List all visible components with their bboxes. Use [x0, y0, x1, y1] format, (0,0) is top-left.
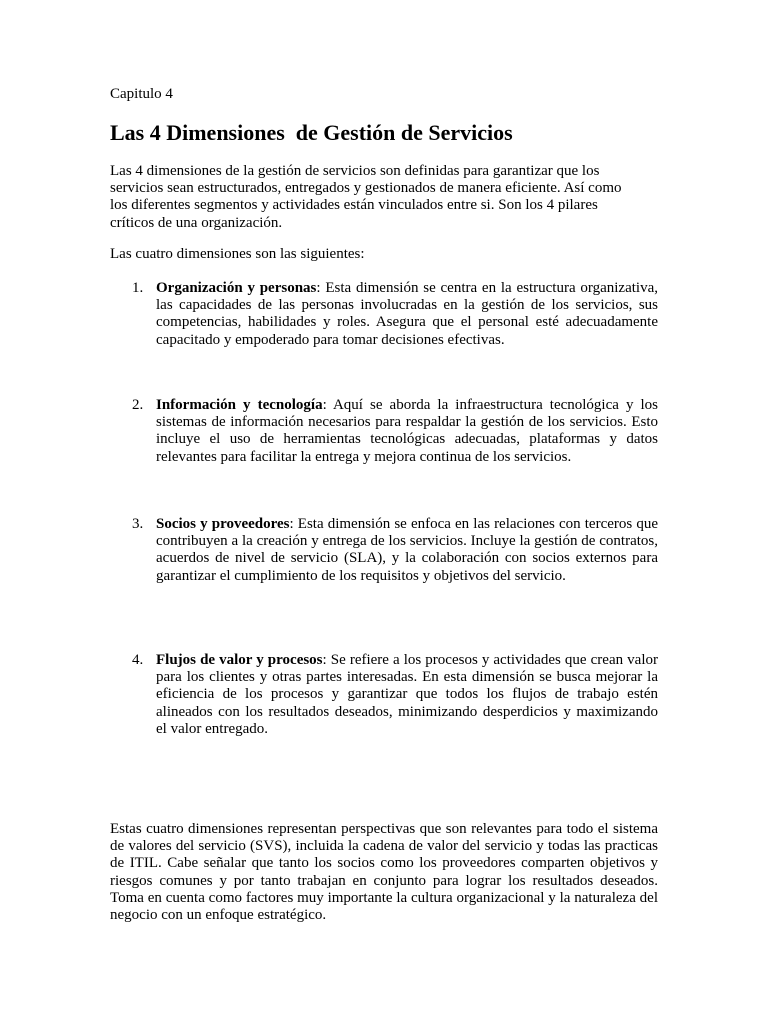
- dimension-body: [156, 652, 658, 738]
- dimension-name: Socios y proveedores: [156, 516, 290, 532]
- dimension-item-information: [110, 397, 658, 466]
- list-lead: Las cuatro dimensiones son las siguientes:: [110, 246, 365, 262]
- list-number: 1.: [132, 280, 144, 296]
- dimension-text: : Se refiere a los procesos y actividades que crean valor para los clientes y otras partes interesadas. En esta dimensión se busca mejorar la eficiencia de los procesos y garantizar que todos los flujos de trabajo estén alineados con los resultados deseados, minimizando desperdicios y maximizando el valor entregado.: [156, 652, 659, 737]
- dimension-item-partners: [110, 516, 658, 585]
- dimension-body: [156, 280, 658, 349]
- dimension-body: [156, 397, 658, 466]
- dimension-name: Organización y personas: [156, 280, 317, 296]
- intro-paragraph: Las 4 dimensiones de la gestión de servicios son definidas para garantizar que los servicios sean estructurados, entregados y gestionados de manera eficiente. Así como los diferentes segmentos y actividades están vinculados entre si. Son los 4 pilares críticos de una organización.: [110, 163, 622, 231]
- page-title: Las 4 Dimensiones de Gestión de Servicios: [110, 120, 513, 145]
- dimension-name: Flujos de valor y procesos: [156, 652, 323, 668]
- dimension-body: [156, 516, 658, 585]
- conclusion-paragraph: Estas cuatro dimensiones representan perspectivas que son relevantes para todo el sistema de valores del servicio (SVS), incluida la cadena de valor del servicio y todas las practicas de ITIL. Cabe señalar que tanto los socios como los proveedores comparten objetivos y riesgos comunes y por tanto trabajan en conjunto para lograr los resultados deseados. Toma en cuenta como factores muy importante la cultura organizacional y la naturaleza del negocio con un enfoque estratégico.: [110, 821, 658, 924]
- chapter-label: Capitulo 4: [110, 86, 173, 102]
- dimension-item-value-streams: [110, 652, 658, 738]
- dimension-text: : Esta dimensión se enfoca en las relaciones con terceros que contribuyen a la creación y entrega de los servicios. Incluye la gestión de contratos, acuerdos de nivel de servicio (SLA), y la colaboración con socios externos para garantizar el cumplimiento de los requisitos y objetivos del servicio.: [156, 516, 658, 584]
- dimension-text: : Aquí se aborda la infraestructura tecnológica y los sistemas de información necesarios para respaldar la gestión de los servicios. Esto incluye el uso de herramientas tecnológicas adecuadas, plataformas y datos relevantes para facilitar la entrega y mejora continua de los servicios.: [156, 397, 659, 465]
- dimension-item-organization: [110, 280, 658, 349]
- list-number: 3.: [132, 516, 144, 532]
- list-number: 2.: [132, 397, 144, 413]
- list-number: 4.: [132, 652, 144, 668]
- dimension-text: : Esta dimensión se centra en la estructura organizativa, las capacidades de las personas involucradas en la gestión de los servicios, sus competencias, habilidades y roles. Asegura que el personal esté adecuadamente capacitado y empoderado para tomar decisiones efectivas.: [156, 280, 658, 348]
- dimension-name: Información y tecnología: [156, 397, 323, 413]
